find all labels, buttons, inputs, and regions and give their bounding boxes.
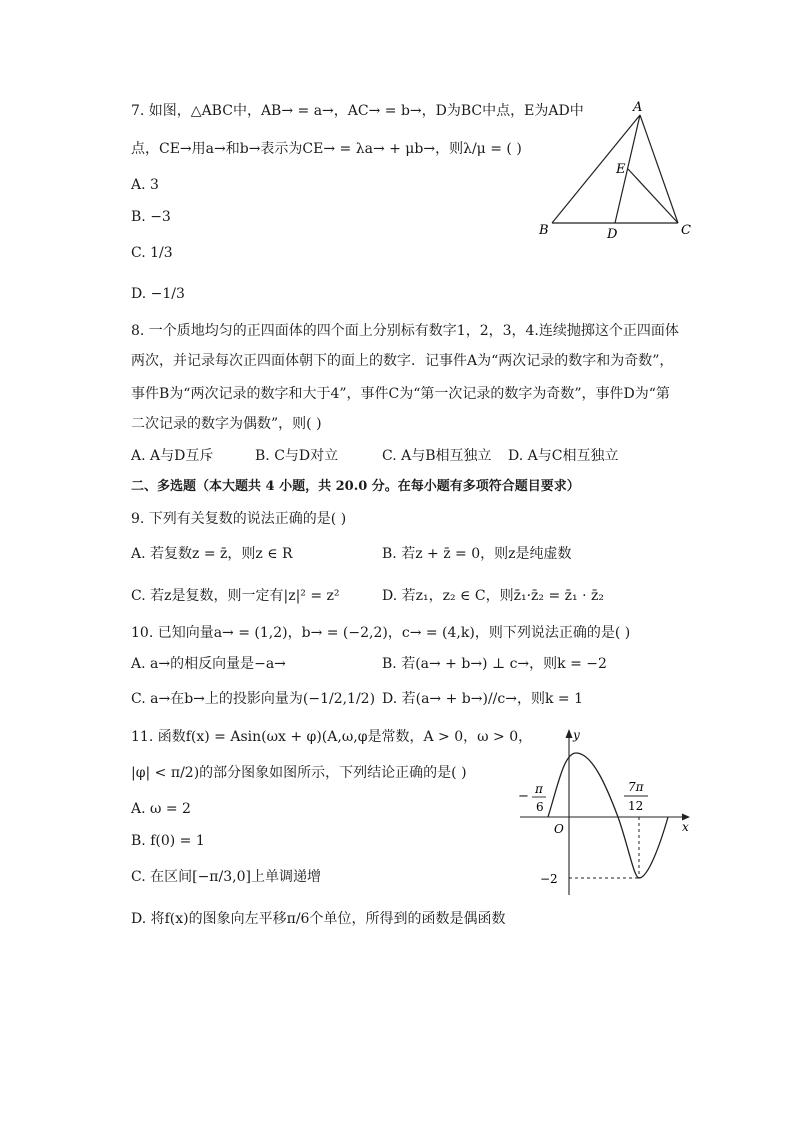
q9-option-c: C. 若z是复数，则一定有|z|² = z² [131,588,340,604]
point-e-label: E [616,162,626,177]
triangle-figure [530,95,700,245]
q8-option-c: C. A与B相互独立 [382,448,492,464]
origin-label: O [554,822,564,836]
q7-option-c: C. 1/3 [131,245,173,261]
q8-option-b: B. C与D对立 [255,448,339,464]
q7-option-a: A. 3 [131,177,159,193]
q8-stem-line3: 事件B为“两次记录的数字和大于4”，事件C为“第一次记录的数字为奇数”，事件D为“第 [131,386,670,402]
point-b-label: B [539,223,549,238]
section-heading: 二、多选题（本大题共 4 小题，共 20.0 分。在每小题有多项符合题目要求） [131,479,580,494]
q10-option-b: B. 若(a→ + b→) ⊥ c→，则k = −2 [382,656,607,672]
neg-pi-numerator: π [535,782,543,796]
point-d-label: D [607,227,618,242]
minus-two-label: −2 [540,872,558,886]
q9-option-a: A. 若复数z = z̄，则z ∈ R [131,546,293,562]
q8-option-d: D. A与C相互独立 [508,448,619,464]
q11-option-b: B. f(0) = 1 [131,833,205,849]
twelve-denominator: 12 [628,799,644,813]
x-axis-label: x [682,820,689,834]
q9-option-d: D. 若z₁，z₂ ∈ C，则z̄₁·z̄₂ = z̄₁ · z̄₂ [382,588,604,604]
q7-option-d: D. −1/3 [131,286,185,302]
point-c-label: C [681,223,691,238]
q10-option-c: C. a→在b→上的投影向量为(−1/2,1/2) [131,691,376,707]
q7-stem-line1: 7. 如图，△ABC中，AB→ = a→，AC→ = b→，D为BC中点，E为AD中 [131,103,584,119]
seven-pi-numerator: 7π [628,780,644,794]
y-axis-label: y [573,728,580,742]
q8-stem-line2: 两次，并记录每次正四面体朝下的面上的数字．记事件A为“两次记录的数字和为奇数”， [131,353,674,369]
q9-stem: 9. 下列有关复数的说法正确的是( ) [131,511,347,527]
point-a-label: A [633,100,643,115]
q11-option-d: D. 将f(x)的图象向左平移π/6个单位，所得到的函数是偶函数 [131,911,506,927]
q11-stem-line2: |φ| < π/2)的部分图象如图所示，下列结论正确的是( ) [131,765,467,781]
q8-stem-line4: 二次记录的数字为偶数”，则( ) [131,416,322,432]
q11-stem-line1: 11. 函数f(x) = Asin(ωx + φ)(A,ω,φ是常数，A > 0，ω > 0， [131,729,533,745]
q10-stem: 10. 已知向量a→ = (1,2)，b→ = (−2,2)，c→ = (4,k)，则下列说法正确的是( ) [131,625,631,641]
q11-option-a: A. ω = 2 [131,801,191,817]
q10-option-d: D. 若(a→ + b→)//c→，则k = 1 [382,691,583,707]
q8-option-a: A. A与D互斥 [131,448,214,464]
q7-option-b: B. −3 [131,209,171,225]
neg-pi-denominator: 6 [536,800,544,814]
q7-stem-line2: 点，CE→用a→和b→表示为CE→ = λa→ + μb→，则λ/μ = ( ) [131,141,522,157]
neg-pi-minus: − [518,789,529,804]
q9-option-b: B. 若z + z̄ = 0，则z是纯虚数 [382,546,572,562]
q8-stem-line1: 8. 一个质地均匀的正四面体的四个面上分别标有数字1，2，3，4.连续抛掷这个正四面体 [131,323,679,339]
q11-option-c: C. 在区间[−π/3,0]上单调递增 [131,869,321,885]
sine-graph [510,725,700,900]
q10-option-a: A. a→的相反向量是−a→ [131,656,286,672]
